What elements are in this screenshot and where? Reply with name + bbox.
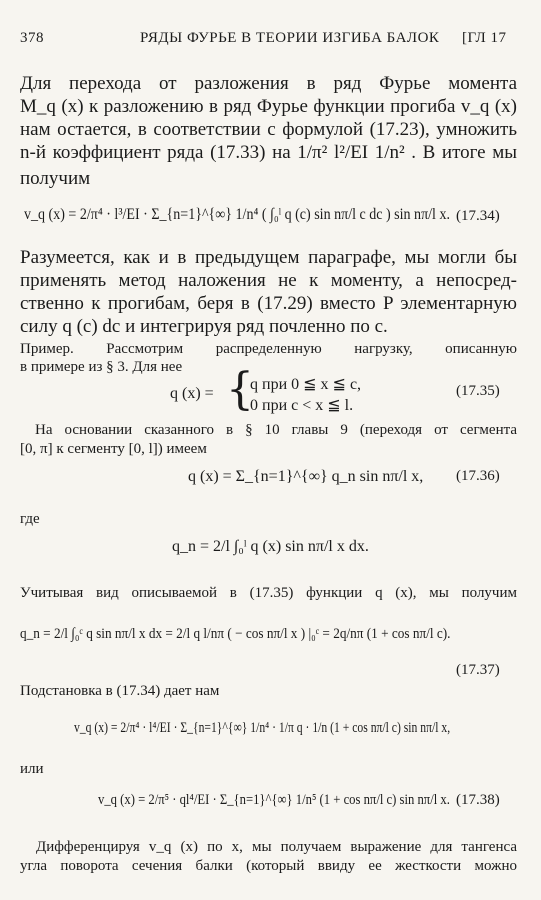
para2-line3: ственно к прогибам, беря в (17.29) вместо P элементарную xyxy=(20,293,517,314)
equation-17-37: q_n = 2/l ∫₀ᶜ q sin nπ/l x dx = 2/l q l/nπ ( − cos nπ/l x ) |₀ᶜ = 2q/nπ (1 + cos nπ/l c). xyxy=(20,626,451,642)
chapter-label: [ГЛ 17 xyxy=(462,30,507,46)
para2-line1: Разумеется, как и в предыдущем параграфе, мы могли бы xyxy=(20,247,517,268)
para1-line2: M_q (x) к разложению в ряд Фурье функции прогиба v_q (x) xyxy=(20,96,517,117)
para2-line4: силу q (c) dc и интегрируя ряд почленно по c. xyxy=(20,316,388,337)
equation-number-17-36: (17.36) xyxy=(456,468,500,484)
para3-line1: На основании сказанного в § 10 главы 9 (переходя от сегмента xyxy=(35,422,517,438)
para1-line3: нам остается, в соответствии с формулой (17.23), умножить xyxy=(20,119,517,140)
para2-line2: применять метод наложения не к моменту, а непосред- xyxy=(20,270,517,291)
para1-line4: n-й коэффициент ряда (17.33) на 1/π² l²/EI 1/n² . В итоге мы xyxy=(20,142,517,163)
word-where: где xyxy=(20,511,40,527)
equation-number-17-38: (17.38) xyxy=(456,792,500,808)
para6-line2: угла поворота сечения балки (который ввиду ее жесткости можно xyxy=(20,858,517,874)
left-brace-symbol: { xyxy=(226,364,254,415)
para4-line1: Учитывая вид описываемой в (17.35) функции q (x), мы получим xyxy=(20,585,517,601)
equation-substitution: v_q (x) = 2/π⁴ · l⁴/EI · Σ_{n=1}^{∞} 1/n⁴ · 1/π q · 1/n (1 + cos nπ/l c) sin nπ/l x, xyxy=(74,720,451,736)
equation-17-34: v_q (x) = 2/π⁴ · l³/EI · Σ_{n=1}^{∞} 1/n⁴ ( ∫₀ˡ q (c) sin nπ/l c dc ) sin nπ/l x. xyxy=(24,206,450,223)
example-line1: Пример. Рассмотрим распределенную нагрузку, описанную xyxy=(20,341,517,357)
equation-17-35-lhs: q (x) = xyxy=(170,385,214,402)
equation-number-17-37: (17.37) xyxy=(456,662,500,678)
para5-line1: Подстановка в (17.34) дает нам xyxy=(20,683,220,699)
para1-line5: получим xyxy=(20,168,91,189)
equation-17-36: q (x) = Σ_{n=1}^{∞} q_n sin nπ/l x, xyxy=(188,468,424,485)
equation-17-38: v_q (x) = 2/π⁵ · ql⁴/EI · Σ_{n=1}^{∞} 1/n⁵ (1 + cos nπ/l c) sin nπ/l x. xyxy=(98,792,450,808)
equation-17-35-case2: 0 при c < x ≦ l. xyxy=(250,397,354,414)
para3-line2: [0, π] к сегменту [0, l]) имеем xyxy=(20,441,207,457)
equation-number-17-35: (17.35) xyxy=(456,383,500,399)
word-or: или xyxy=(20,761,44,777)
example-line2: в примере из § 3. Для нее xyxy=(20,359,183,375)
equation-number-17-34: (17.34) xyxy=(456,208,500,224)
running-title: РЯДЫ ФУРЬЕ В ТЕОРИИ ИЗГИБА БАЛОК xyxy=(140,30,440,46)
page-number: 378 xyxy=(20,30,44,46)
para1-line1: Для перехода от разложения в ряд Фурье момента xyxy=(20,73,517,94)
equation-qn-definition: q_n = 2/l ∫₀ˡ q (x) sin nπ/l x dx. xyxy=(172,538,369,555)
para6-line1: Дифференцируя v_q (x) по x, мы получаем выражение для тангенса xyxy=(36,839,517,855)
equation-17-35-case1: q при 0 ≦ x ≦ c, xyxy=(250,376,362,393)
